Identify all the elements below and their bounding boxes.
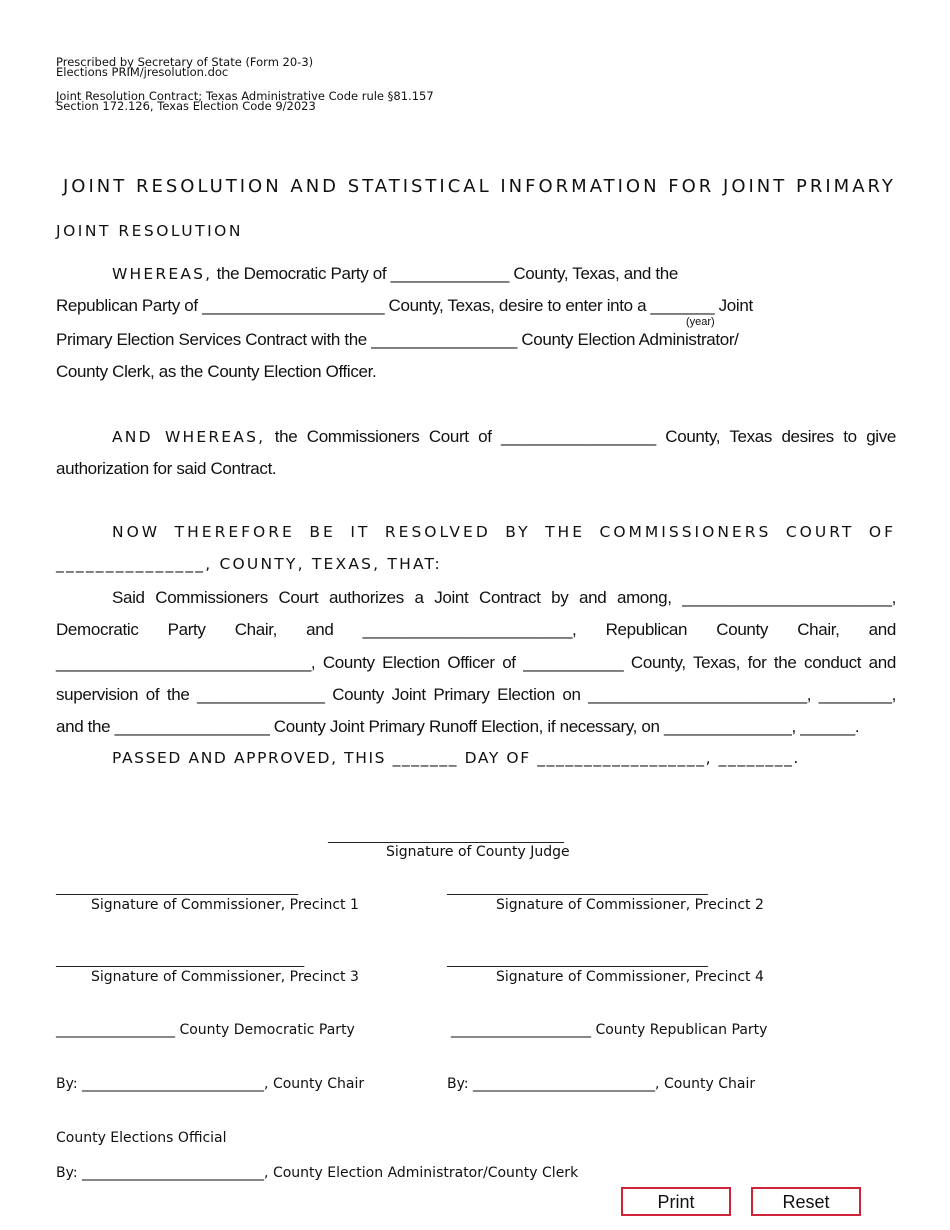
document-title: JOINT RESOLUTION AND STATISTICAL INFORMATION FOR JOINT PRIMARY <box>63 176 896 197</box>
authorization-line-3: ____________________________, County Election Officer of ___________ County, Texas, for the conduct and <box>56 653 896 672</box>
county-judge-signature-line: ______________________________________ <box>328 829 564 844</box>
elections-official-line: By: __________________________, County Election Administrator/County Clerk <box>56 1165 579 1181</box>
democratic-chair-line: By: __________________________, County Chair <box>56 1076 365 1092</box>
republican-chair-line: By: __________________________, County Chair <box>447 1076 756 1092</box>
print-button[interactable]: Print <box>621 1187 731 1216</box>
authorization-line-2: Democratic Party Chair, and _______________________, Republican County Chair, and <box>56 620 896 639</box>
and-whereas-text: the Commissioners Court of _________________ County, Texas desires to give <box>265 427 896 446</box>
and-whereas-lead: AND WHEREAS, <box>112 428 266 446</box>
and-whereas-line-2: authorization for said Contract. <box>56 459 277 478</box>
commissioner-1-signature-label: Signature of Commissioner, Precinct 1 <box>91 897 359 913</box>
commissioner-1-signature-line: _______________________________________ <box>56 881 298 896</box>
whereas-paragraph-line-2: Republican Party of ____________________ County, Texas, desire to enter into a _______ Joint <box>56 296 753 315</box>
and-whereas-line-1 <box>56 427 896 447</box>
reset-button[interactable]: Reset <box>751 1187 861 1216</box>
commissioner-2-signature-line: __________________________________________ <box>447 881 708 896</box>
commissioner-3-signature-line: ________________________________________ <box>56 953 305 968</box>
section-heading: JOINT RESOLUTION <box>56 222 243 240</box>
form-section-reference: Section 172.126, Texas Election Code 9/2023 <box>56 99 316 113</box>
commissioner-3-signature-label: Signature of Commissioner, Precinct 3 <box>91 969 359 985</box>
authorization-line-1: Said Commissioners Court authorizes a Joint Contract by and among, _______________________, <box>112 588 896 607</box>
form-code-reference: Joint Resolution Contract; Texas Administrative Code rule §81.157 <box>56 89 434 103</box>
resolved-line-2: _______________, COUNTY, TEXAS, THAT: <box>56 555 442 573</box>
whereas-paragraph-line-4: County Clerk, as the County Election Officer. <box>56 362 377 381</box>
commissioner-4-signature-line: __________________________________________ <box>447 953 708 968</box>
passed-approved-line: PASSED AND APPROVED, THIS _______ DAY OF __________________, ________. <box>112 749 800 767</box>
whereas-paragraph-line-1 <box>56 264 896 284</box>
year-annotation: (year) <box>686 316 715 328</box>
whereas-paragraph-line-3: Primary Election Services Contract with the ________________ County Election Administrator/ <box>56 330 739 349</box>
form-file-reference: Elections PRIM/jresolution.doc <box>56 65 229 79</box>
resolved-line-1: NOW THEREFORE BE IT RESOLVED BY THE COMMISSIONERS COURT OF <box>112 523 896 541</box>
authorization-line-4: supervision of the ______________ County Joint Primary Election on ________________________, ________, <box>56 685 896 704</box>
commissioner-2-signature-label: Signature of Commissioner, Precinct 2 <box>496 897 764 913</box>
authorization-line-5: and the _________________ County Joint Primary Runoff Election, if necessary, on ______________, ______. <box>56 717 860 736</box>
elections-official-title: County Elections Official <box>56 1130 227 1146</box>
republican-party-line: ____________________ County Republican Party <box>451 1022 768 1038</box>
county-judge-signature-label: Signature of County Judge <box>386 844 570 860</box>
democratic-party-line: _________________ County Democratic Party <box>56 1022 355 1038</box>
form-prescription-line: Prescribed by Secretary of State (Form 20-3) <box>56 55 314 69</box>
whereas-lead: WHEREAS, <box>112 265 213 283</box>
commissioner-4-signature-label: Signature of Commissioner, Precinct 4 <box>496 969 764 985</box>
whereas-text: the Democratic Party of _____________ County, Texas, and the <box>212 264 678 283</box>
